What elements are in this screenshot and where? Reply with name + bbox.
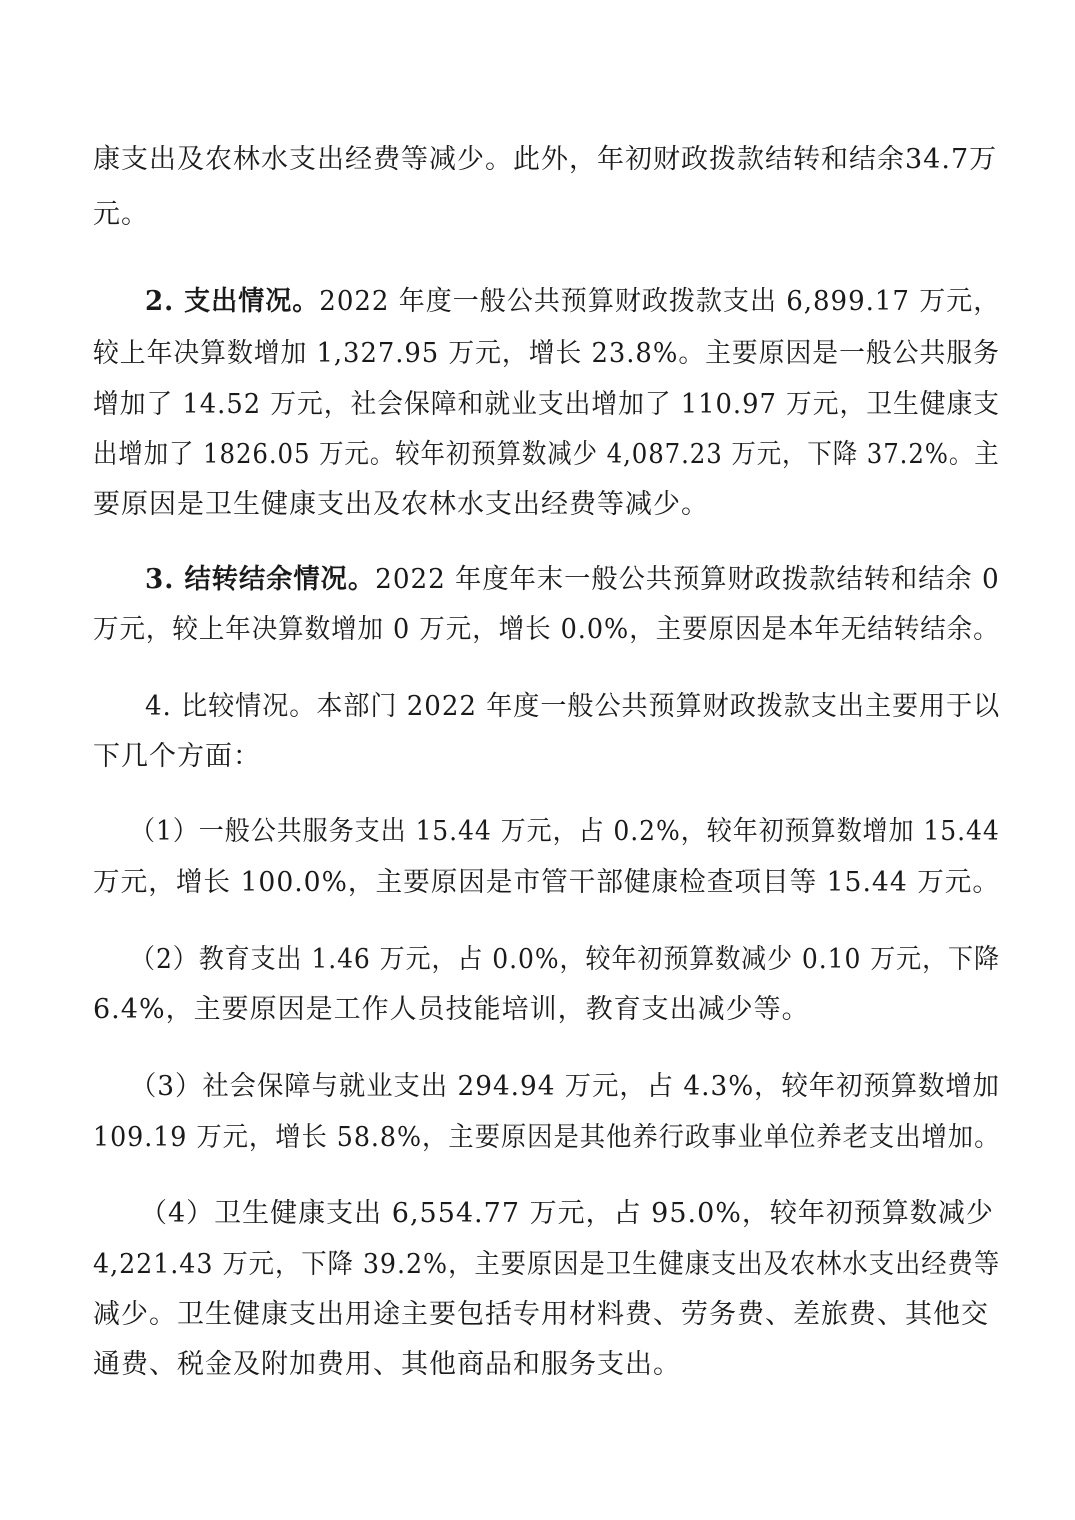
section-2-line-5: 要原因是卫生健康支出及农林水支出经费等减少。 [93,489,709,520]
item-4-line-2: 4,221.43 万元，下降 39.2%，主要原因是卫生健康支出及农林水支出经费等 [93,1249,1001,1280]
section-2-line-2: 较上年决算数增加 1,327.95 万元，增长 23.8%。主要原因是一般公共服务 [93,338,1000,369]
item-4-line-4: 通费、税金及附加费用、其他商品和服务支出。 [93,1349,681,1380]
item-4-line-3: 减少。卫生健康支出用途主要包括专用材料费、劳务费、差旅费、其他交 [93,1299,989,1330]
item-2-line-2: 6.4%，主要原因是工作人员技能培训，教育支出减少等。 [93,994,810,1025]
item-3-line-2: 109.19 万元，增长 58.8%，主要原因是其他养行政事业单位养老支出增加。 [93,1122,1001,1153]
section-2-first-line [145,285,1000,319]
section-2-line-3: 增加了 14.52 万元，社会保障和就业支出增加了 110.97 万元，卫生健康支 [93,389,1001,420]
item-1-line-1: （1）一般公共服务支出 15.44 万元，占 0.2%，较年初预算数增加 15.44 [130,816,1000,847]
section-3-line-2: 万元，较上年决算数增加 0 万元，增长 0.0%，主要原因是本年无结转结余。 [93,614,1000,645]
item-4-line-1: （4）卫生健康支出 6,554.77 万元，占 95.0%，较年初预算数减少 [140,1198,994,1229]
section-3-line-1: 2022 年度年末一般公共预算财政拨款结转和结余 0 [375,564,1000,595]
section-4-line-2: 下几个方面： [93,741,261,772]
intro-line-1: 康支出及农林水支出经费等减少。此外，年初财政拨款结转和结余34.7万 [93,144,998,175]
section-2-heading: 2. 支出情况。 [145,286,320,317]
section-3-first-line [145,563,1000,597]
section-4-line-1: 4. 比较情况。本部门 2022 年度一般公共预算财政拨款支出主要用于以 [145,691,1001,722]
item-1-line-2: 万元，增长 100.0%，主要原因是市管干部健康检查项目等 15.44 万元。 [93,867,1001,898]
item-2-line-1: （2）教育支出 1.46 万元，占 0.0%，较年初预算数减少 0.10 万元，下降 [130,944,1000,975]
intro-line-2: 元。 [93,199,149,230]
item-3-line-1: （3）社会保障与就业支出 294.94 万元，占 4.3%，较年初预算数增加 [130,1071,1000,1102]
section-3-heading: 3. 结转结余情况。 [145,564,376,595]
section-2-line-4: 出增加了 1826.05 万元。较年初预算数减少 4,087.23 万元，下降 37.2%。主 [93,439,1000,470]
section-2-line-1: 2022 年度一般公共预算财政拨款支出 6,899.17 万元， [319,286,1001,317]
